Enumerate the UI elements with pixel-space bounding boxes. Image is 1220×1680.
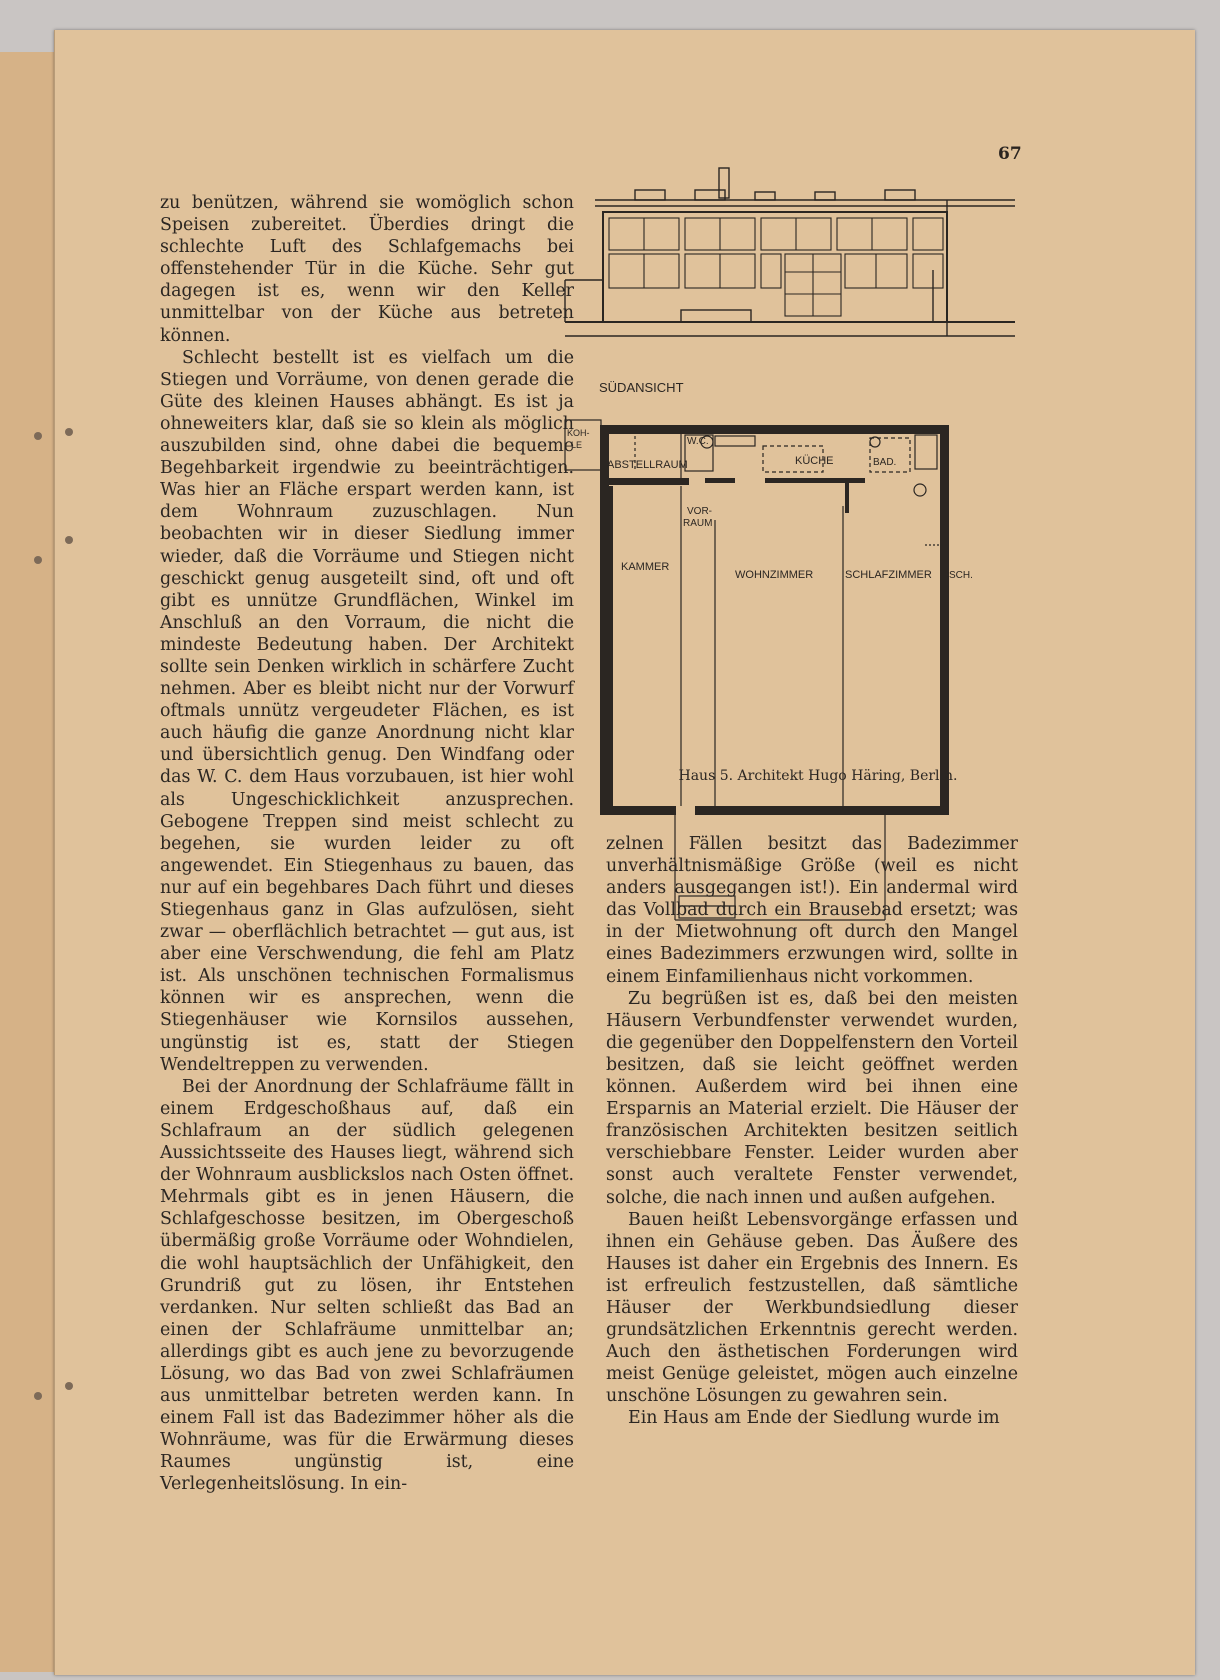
room-label-wohnzimmer: WOHNZIMMER	[735, 569, 814, 581]
room-label-sch: SCH.	[949, 570, 973, 581]
page-number: 67	[998, 144, 1022, 164]
binding-hole	[65, 536, 73, 544]
binding-hole	[34, 556, 42, 564]
room-label-vorraum: VOR-	[687, 506, 712, 517]
binding-hole	[65, 428, 73, 436]
binding-hole	[34, 1392, 42, 1400]
elevation-label: SÜDANSICHT	[599, 380, 684, 395]
right-text-column	[606, 833, 1018, 1430]
binding-hole	[65, 1382, 73, 1390]
paragraph: Zu begrüßen ist es, daß bei den meisten Häusern Verbundfenster verwendet wurden, die gegenüber den Doppelfenstern den Vorteil besitzen, daß sie leicht geöffnet werden können. Außerdem wird bei ihnen eine Ersparnis an Material erzielt. Die Häuser der französischen Architekten besitzen seitlich verschiebbare Fenster. Leider wurden aber sonst auch veraltete Fenster verwendet, solche, die nach innen und außen aufgehen.	[606, 988, 1018, 1208]
room-label-kueche: KÜCHE	[795, 455, 834, 467]
room-label-wc: W.C.	[687, 436, 709, 447]
paragraph: Schlecht bestellt ist es vielfach um die Stiegen und Vorräume, von denen gerade die Güte des kleinen Hauses abhängt. Es ist ja ohneweiters klar, daß sie so klein als möglich auszubilden sind, ohne dabei die bequeme Begehbarkeit irgendwie zu beeinträchtigen. Was hier an Fläche erspart werden kann, ist dem Wohnraum zuzuschlagen. Nun beobachten wir in dieser Siedlung immer wieder, daß die Vorräume und Stiegen nicht geschickt genug ausgeteilt sind, oft und oft gibt es unnütze Grundflächen, Winkel im Anschluß an den Vorraum, die nicht die mindeste Bedeutung haben. Der Architekt sollte sein Denken wirklich in schärfere Zucht nehmen. Aber es bleibt nicht nur der Vorwurf oftmals unnütz vergeudeter Flächen, es ist auch häufig die ganze Anordnung nicht klar und übersichtlich genug. Den Windfang oder das W. C. dem Haus vorzubauen, ist hier wohl als Ungeschicklichkeit anzusprechen. Gebogene Treppen sind meist schlecht zu begehen, sie wurden leider zu oft angewendet. Ein Stiegenhaus zu bauen, das nur auf ein begehbares Dach führt und dieses Stiegenhaus ganz in Glas aufzulösen, sieht zwar — oberflächlich betrachtet — gut aus, ist aber eine Verschwendung, die fehl am Platz ist. Als unschönen technischen Formalismus können wir es ansprechen, wenn die Stiegenhäuser wie Kornsilos aussehen, ungünstig ist es, statt der Stiegen Wendeltreppen zu verwenden.	[160, 347, 574, 1075]
paragraph: zelnen Fällen besitzt das Badezimmer unverhältnismäßige Größe (weil es nicht anders ausgegangen ist!). Ein andermal wird das Vollbad durch ein Brausebad ersetzt; was in der Mietwohnung oft durch den Mangel eines Badezimmers erzwungen wird, sollte in einem Einfamilienhaus nicht vorkommen.	[606, 834, 1018, 987]
room-label-kammer: KAMMER	[621, 561, 670, 573]
paragraph: zu benützen, während sie womöglich schon Speisen zubereitet. Überdies dringt die schlechte Luft des Schlafgemachs bei offenstehender Tür in die Küche. Sehr gut dagegen ist es, wenn wir den Keller unmittelbar von der Küche aus betreten können.	[160, 193, 574, 346]
left-text-column	[160, 192, 574, 1496]
paragraph: Bauen heißt Lebensvorgänge erfassen und ihnen ein Gehäuse geben. Das Äußere des Hauses ist daher ein Ergebnis des Innern. Es ist erfreulich festzustellen, daß sämtliche Häuser der Werkbundsiedlung dieser grundsätzlichen Erkenntnis gerecht werden. Auch den ästhetischen Forderungen wird meist Genüge geleistet, mögen auch einzelne unschöne Lösungen zu gewahren sein.	[606, 1209, 1018, 1407]
room-label-kohle: LE	[571, 440, 583, 450]
room-label-bad: BAD.	[873, 457, 897, 468]
paragraph: Ein Haus am Ende der Siedlung wurde im	[628, 1408, 1000, 1429]
south-elevation	[565, 168, 1015, 336]
architectural-drawing	[567, 160, 1033, 760]
room-label-kohle: KOH-	[567, 428, 590, 438]
room-label-schlafzimmer: SCHLAFZIMMER	[845, 569, 932, 581]
room-label-vorraum: RAUM	[683, 518, 713, 529]
figure-caption: Haus 5. Architekt Hugo Häring, Berlin.	[678, 768, 958, 784]
paragraph: Bei der Anordnung der Schlafräume fällt in einem Erdgeschoßhaus auf, daß ein Schlafraum an der südlich gelegenen Aussichtsseite des Hauses liegt, während sich der Wohnraum ausblickslos nach Osten öffnet. Mehrmals gibt es in jenen Häusern, die Schlafgeschosse besitzen, im Obergeschoß übermäßig große Vorräume oder Wohndielen, die wohl hauptsächlich der Unfähigkeit, den Grundriß gut zu lösen, ihr Entstehen verdanken. Nur selten schließt das Bad an einen der Schlafräume unmittelbar an; allerdings gibt es auch jene zu bevorzugende Lösung, wo das Bad von zwei Schlafräumen aus unmittelbar betreten werden kann. In einem Fall ist das Badezimmer höher als die Wohnräume, was für die Erwärmung dieses Raumes ungünstig ist, eine Verlegenheitslösung. In ein-	[160, 1076, 574, 1495]
binding-hole	[34, 432, 42, 440]
room-label-abstellraum: ABSTELLRAUM	[607, 459, 688, 471]
